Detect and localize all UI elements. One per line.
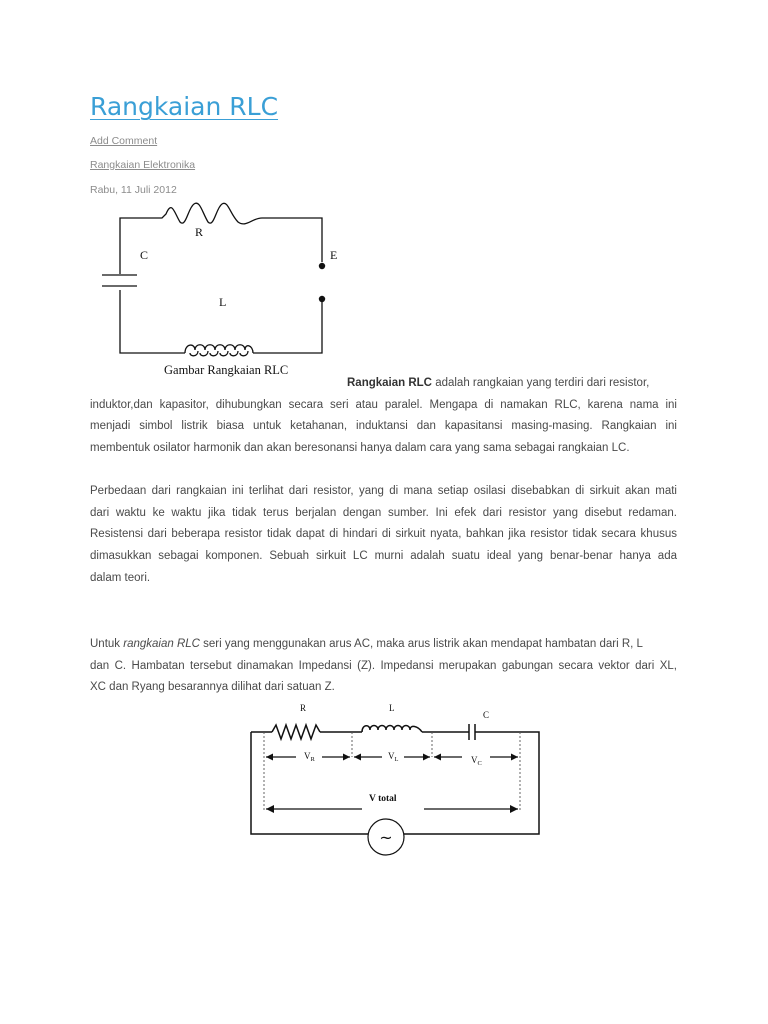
inductor-symbol bbox=[185, 345, 253, 353]
para2-line-4: dimasukkan sebagai komponen. Sebuah sirkuit LC murni adalah suatu ideal yang benar-benar hanya ada bbox=[90, 550, 677, 563]
label-l: L bbox=[219, 295, 227, 309]
para3-lead: Untuk bbox=[90, 638, 124, 650]
fig2-label-r: R bbox=[300, 703, 307, 713]
paragraph-2 bbox=[90, 481, 677, 590]
intro-line-3: menjadi simbol listrik biasa untuk ketahanan, induktansi dan kapasitansi masing-masing. Rangkaian ini bbox=[90, 420, 677, 433]
post-title[interactable]: Rangkaian RLC bbox=[90, 92, 279, 121]
ac-source-symbol: ~ bbox=[379, 828, 393, 847]
para2-line-1: Perbedaan dari rangkaian ini terlihat dari resistor, yang di mana setiap osilasi disebabkan di sirkuit akan mati bbox=[90, 485, 677, 497]
series-rlc-voltage-diagram bbox=[245, 700, 550, 865]
terminal-dot-top bbox=[319, 263, 325, 269]
intro-line-2: induktor,dan kapasitor, dihubungkan secara seri atau paralel. Mengapa di namakan RLC, karena nama ini bbox=[90, 398, 677, 411]
v-l-label: $V_L$ bbox=[388, 751, 399, 763]
label-e: E bbox=[330, 248, 338, 262]
category-link[interactable]: Rangkaian Elektronika bbox=[90, 159, 196, 171]
v-r-label: $V_R$ bbox=[304, 751, 315, 763]
terminal-dot-bottom bbox=[319, 296, 325, 302]
intro-line-4: membentuk osilator harmonik dan akan beresonansi hanya dalam cara yang sama sebagai rangkaian LC. bbox=[90, 442, 630, 455]
v-total-label: V total bbox=[369, 794, 397, 804]
resistor-symbol bbox=[272, 725, 320, 739]
para2-line-2: dari waktu ke waktu jika tidak terus berjalan dengan sumber. Ini efek dari resistor yang disebut redaman. bbox=[90, 506, 677, 519]
intro-lead-bold: Rangkaian RLC bbox=[347, 377, 432, 389]
intro-paragraph bbox=[90, 373, 677, 460]
para3-lead-italic: rangkaian RLC bbox=[123, 638, 200, 650]
para2-line-5: dalam teori. bbox=[90, 571, 151, 584]
rlc-circuit-diagram bbox=[95, 192, 355, 382]
intro-lead-rest: adalah rangkaian yang terdiri dari resistor, bbox=[432, 377, 650, 389]
para3-line-2: dan C. Hambatan tersebut dinamakan Impedansi (Z). Impedansi merupakan gabungan secara vektor dari XL, bbox=[90, 659, 677, 672]
para3-line-3: XC dan Ryang besarannya dilihat dari satuan Z. bbox=[90, 681, 335, 694]
add-comment-link[interactable]: Add Comment bbox=[90, 135, 158, 147]
label-c: C bbox=[140, 248, 149, 262]
fig2-label-l: L bbox=[389, 703, 395, 713]
post-date: Rabu, 11 Juli 2012 bbox=[90, 184, 177, 196]
label-r: R bbox=[195, 225, 204, 239]
para2-line-3: Resistensi dari beberapa resistor tidak dapat di hindari di sirkuit nyata, bahkan jika resistor tidak secara khusus bbox=[90, 528, 677, 541]
paragraph-3 bbox=[90, 634, 677, 699]
figure1-caption: Gambar Rangkaian RLC bbox=[164, 363, 289, 377]
para3-lead-rest: seri yang menggunakan arus AC, maka arus listrik akan mendapat hambatan dari R, L bbox=[199, 638, 643, 650]
v-c-label: $V_C$ bbox=[471, 755, 482, 767]
fig2-label-c: C bbox=[483, 710, 490, 720]
inductor-symbol-2 bbox=[362, 726, 422, 733]
